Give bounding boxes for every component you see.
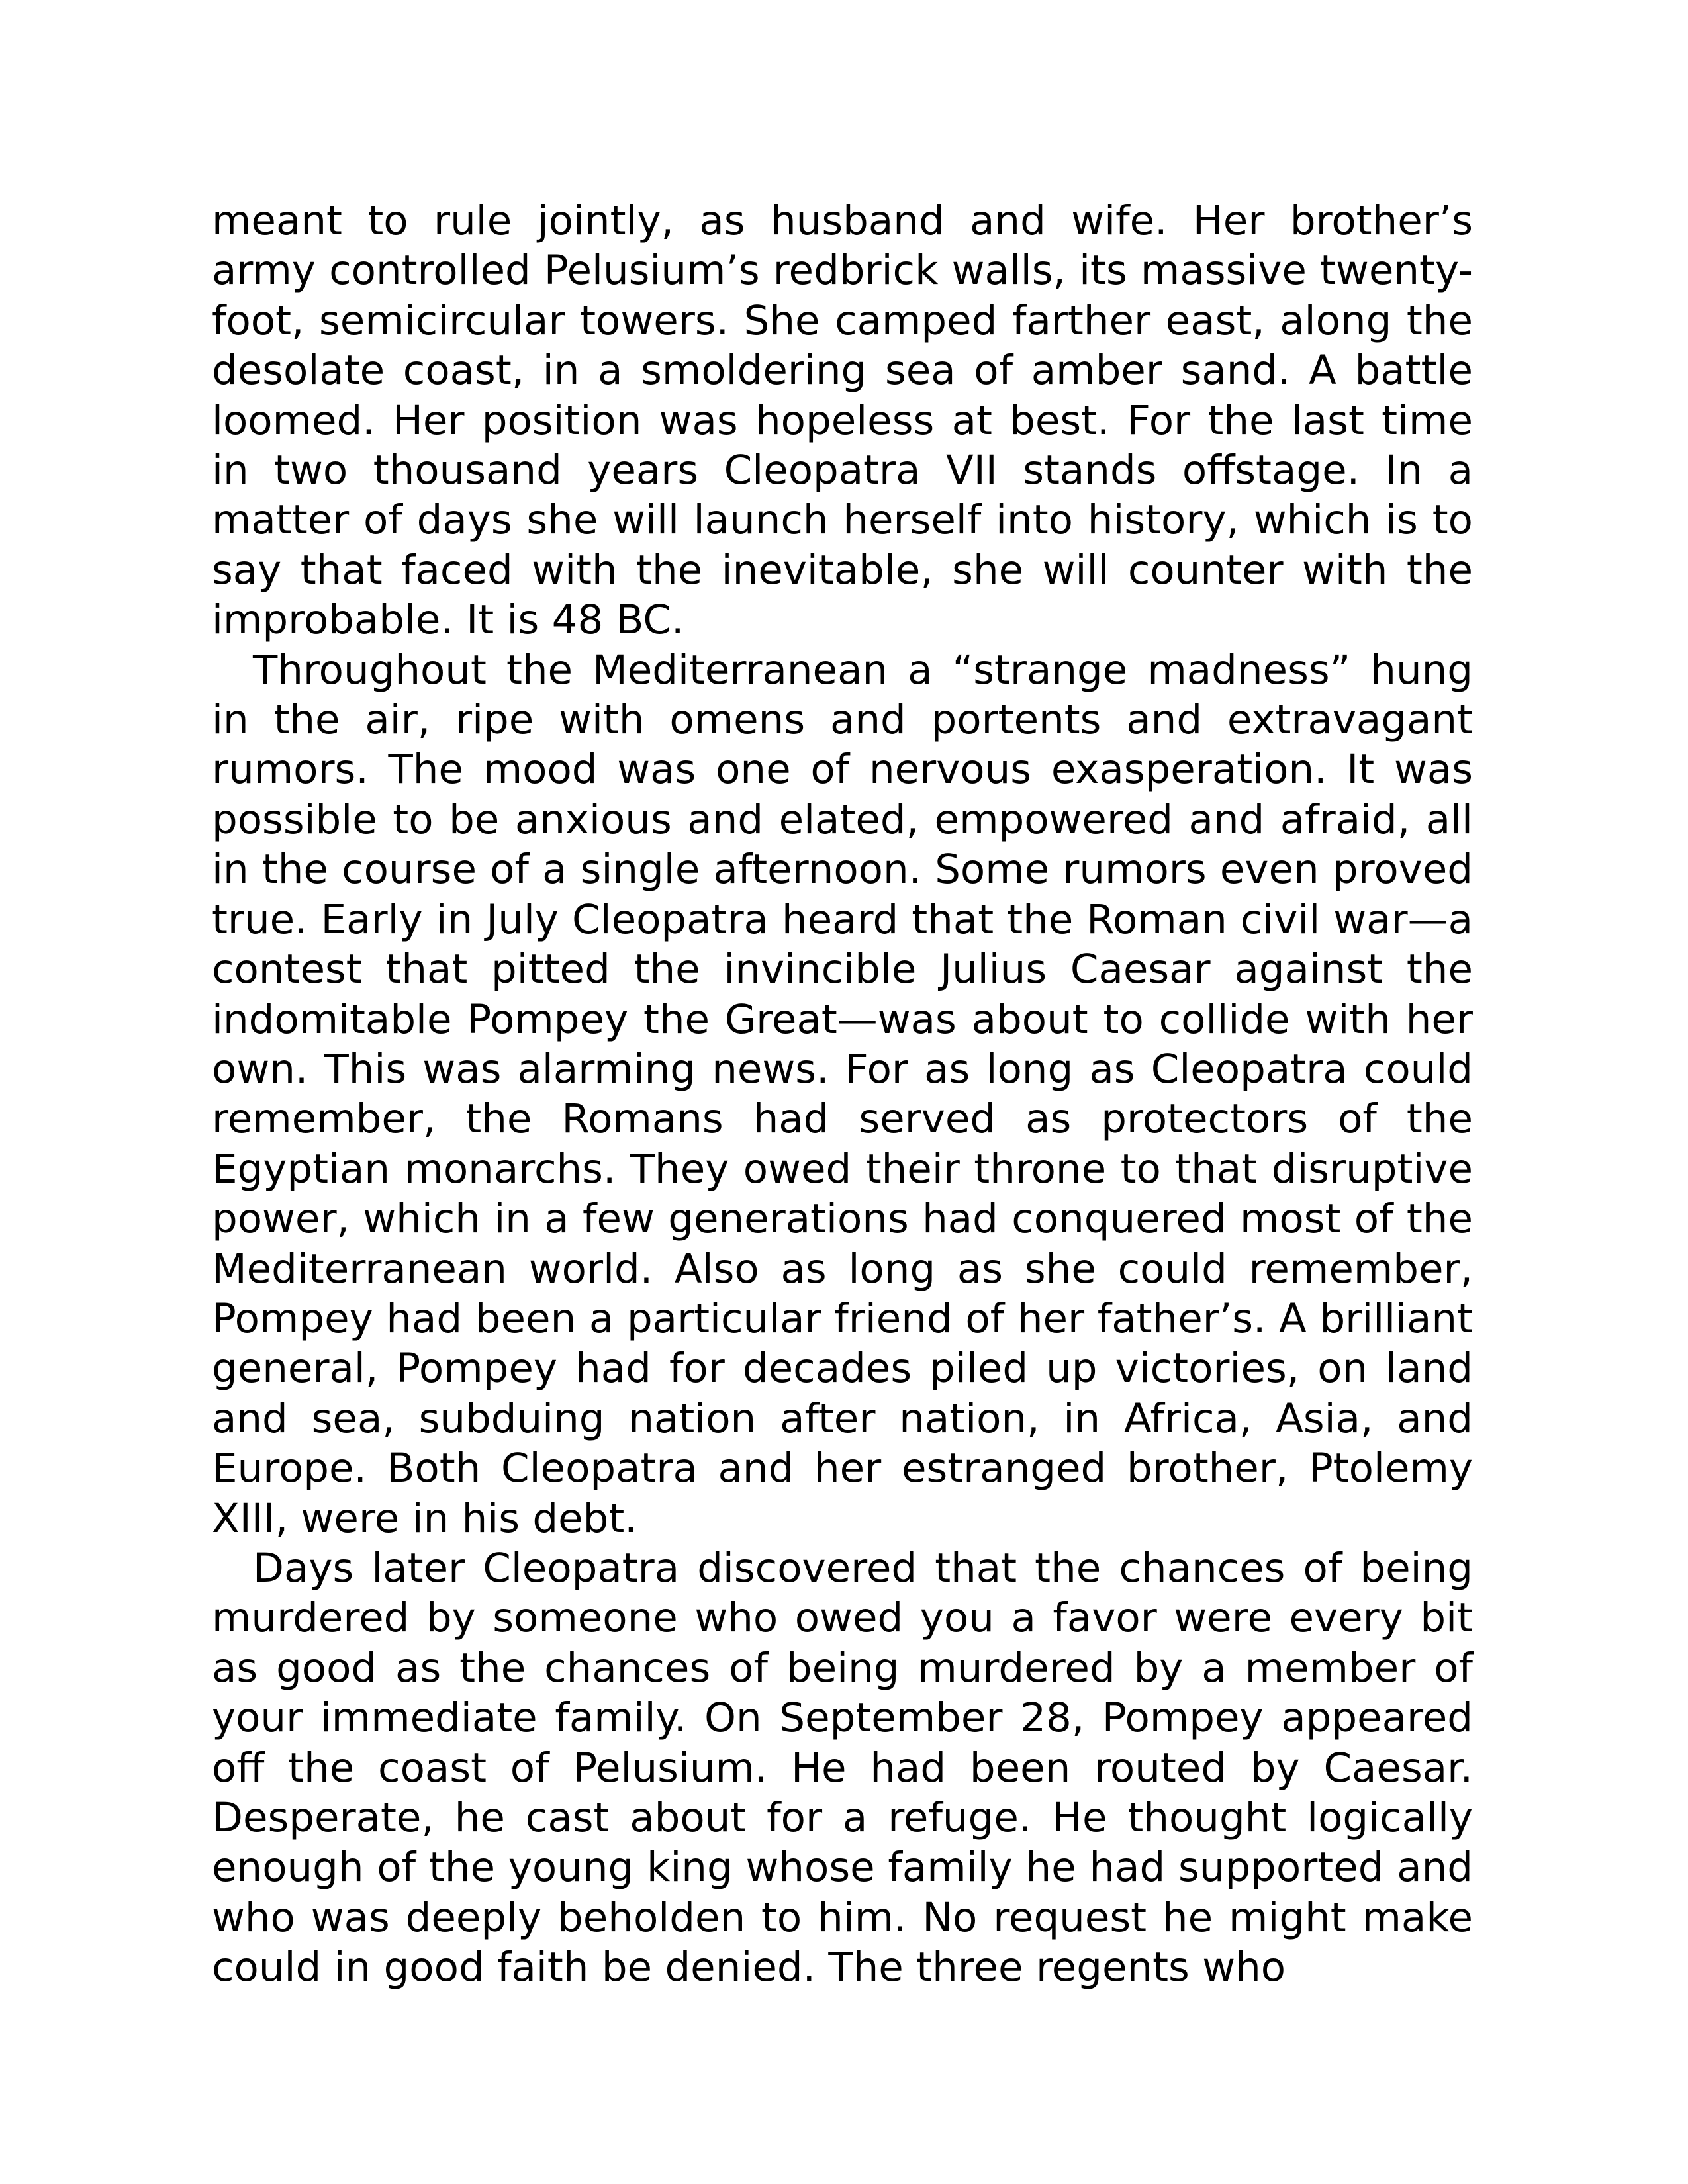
page-body — [212, 196, 1473, 1993]
paragraph-3: Days later Cleopatra discovered that the chances of being murdered by someone who owed you a favor were every bit as good as the chances of being murdered by a member of your immediate family. On September 28, Pompey appeared off the coast of Pelusium. He had been routed by Caesar. Desperate, he cast about for a refuge. He thought logically enough of the young king whose family he had supported and who was deeply beholden to him. No request he might make could in good faith be denied. The three regents who — [212, 1544, 1473, 1991]
paragraph-2: Throughout the Mediterranean a “strange madness” hung in the air, ripe with omens and portents and extravagant rumors. The mood was one of nervous exasperation. It was possible to be anxious and elated, empowered and afraid, all in the course of a single afternoon. Some rumors even proved true. Early in July Cleopatra heard that the Roman civil war—a contest that pitted the invincible Julius Caesar against the indomitable Pompey the Great—was about to collide with her own. This was alarming news. For as long as Cleopatra could remember, the Romans had served as protectors of the Egyptian monarchs. They owed their throne to that disruptive power, which in a few generations had conquered most of the Mediterranean world. Also as long as she could remember, Pompey had been a particular friend of her father’s. A brilliant general, Pompey had for decades piled up victories, on land and sea, subduing nation after nation, in Africa, Asia, and Europe. Both Cleopatra and her estranged brother, Ptolemy XIII, were in his debt. — [212, 646, 1473, 1542]
paragraph-1: meant to rule jointly, as husband and wife. Her brother’s army controlled Pelusium’s redbrick walls, its massive twenty-foot, semicircular towers. She camped farther east, along the desolate coast, in a smoldering sea of amber sand. A battle loomed. Her position was hopeless at best. For the last time in two thousand years Cleopatra VII stands offstage. In a matter of days she will launch herself into history, which is to say that faced with the inevitable, she will counter with the improbable. It is 48 BC. — [212, 197, 1473, 644]
